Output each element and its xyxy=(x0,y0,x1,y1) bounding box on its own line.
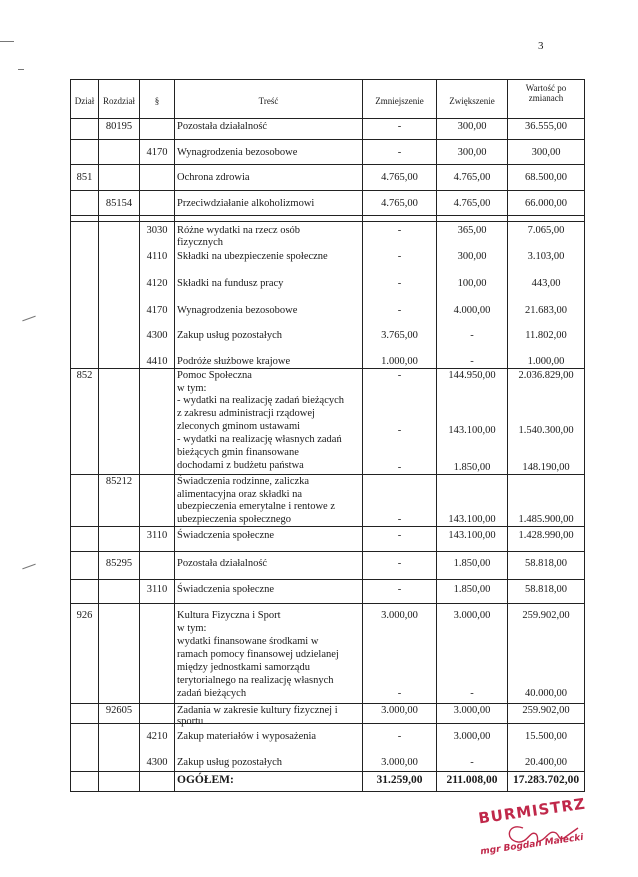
zmniejszenie-cell: - xyxy=(397,305,402,316)
margin-mark xyxy=(22,564,35,570)
zwiekszenie-cell: 4.765,00 xyxy=(453,172,491,183)
zmniejszenie-cell: 3.000,00 xyxy=(381,705,418,716)
zmniejszenie-cell: 1.000,00 xyxy=(381,356,418,367)
stamp-title: BURMISTRZ xyxy=(477,794,587,828)
tresc-cell: w tym: xyxy=(177,623,207,634)
total-label: OGÓŁEM: xyxy=(177,774,234,786)
wartosc-cell: 1.485.900,00 xyxy=(518,514,574,525)
zmniejszenie-cell: - xyxy=(397,514,402,525)
zmniejszenie-cell: 4.765,00 xyxy=(381,172,418,183)
paragraf-cell: 4210 xyxy=(146,731,168,742)
tresc-cell: bieżących gmin finansowane xyxy=(177,447,299,458)
zmniejszenie-cell: - xyxy=(397,225,402,236)
paragraf-cell: 4410 xyxy=(146,356,168,367)
wartosc-cell: 3.103,00 xyxy=(527,251,565,262)
tresc-cell: Zakup usług pozostałych xyxy=(177,330,282,341)
header-rozdzial: Rozdział xyxy=(103,96,135,106)
rozdzial-cell: 85212 xyxy=(105,476,133,487)
tresc-cell: ubezpieczenia społecznego xyxy=(177,514,291,525)
header-zwiekszenie: Zwiększenie xyxy=(449,96,495,106)
zmniejszenie-cell: 3.765,00 xyxy=(381,330,418,341)
zmniejszenie-cell: 3.000,00 xyxy=(381,757,418,768)
total-zmniejszenie: 31.259,00 xyxy=(376,774,423,786)
zwiekszenie-cell: 100,00 xyxy=(457,278,487,289)
header-dzial: Dział xyxy=(74,96,95,106)
zmniejszenie-cell: - xyxy=(397,278,402,289)
tresc-cell: alimentacyjna oraz składki na xyxy=(177,489,303,500)
budget-table xyxy=(70,79,585,792)
margin-mark xyxy=(18,69,24,70)
zwiekszenie-cell: 365,00 xyxy=(457,225,487,236)
header-paragraf: § xyxy=(154,96,160,106)
wartosc-cell: 11.802,00 xyxy=(525,330,567,341)
tresc-cell: między jednostkami samorządu xyxy=(177,662,310,673)
paragraf-cell: 3110 xyxy=(146,530,168,541)
page-number: 3 xyxy=(538,40,544,52)
tresc-cell: Zakup usług pozostałych xyxy=(177,757,282,768)
rozdzial-cell: 92605 xyxy=(105,705,133,716)
tresc-cell: Przeciwdziałanie alkoholizmowi xyxy=(177,198,315,209)
paragraf-cell: 4120 xyxy=(146,278,168,289)
zwiekszenie-cell: - xyxy=(470,688,474,699)
rozdzial-cell: 80195 xyxy=(105,121,133,132)
tresc-cell: ramach pomocy finansowej udzielanej xyxy=(177,649,339,660)
tresc-cell: Pomoc Społeczna xyxy=(177,370,252,381)
zwiekszenie-cell: 144.950,00 xyxy=(448,370,496,381)
paragraf-cell: 4170 xyxy=(146,147,168,158)
wartosc-cell: 1.428.990,00 xyxy=(518,530,574,541)
tresc-cell: Różne wydatki na rzecz osób xyxy=(177,225,301,236)
tresc-cell: Wynagrodzenia bezosobowe xyxy=(177,305,298,316)
tresc-cell: w tym: xyxy=(177,383,207,394)
zmniejszenie-cell: - xyxy=(397,731,402,742)
total-wartosc: 17.283.702,00 xyxy=(512,774,580,786)
dzial-cell: 926 xyxy=(76,610,93,621)
zwiekszenie-cell: 300,00 xyxy=(457,121,487,132)
tresc-cell: ubezpieczenia emerytalne i rentowe z xyxy=(177,501,335,512)
zmniejszenie-cell: - xyxy=(397,462,402,473)
tresc-cell: fizycznych xyxy=(177,237,224,248)
tresc-cell: z zakresu administracji rządowej xyxy=(177,408,315,419)
wartosc-cell: 36.555,00 xyxy=(525,121,567,132)
zwiekszenie-cell: 1.850,00 xyxy=(453,462,491,473)
zwiekszenie-cell: 4.000,00 xyxy=(453,305,491,316)
zwiekszenie-cell: - xyxy=(470,757,474,768)
zmniejszenie-cell: - xyxy=(397,688,402,699)
zwiekszenie-cell: 300,00 xyxy=(457,147,487,158)
wartosc-cell: 58.818,00 xyxy=(525,558,567,569)
wartosc-cell: 1.000,00 xyxy=(527,356,565,367)
tresc-cell: Składki na fundusz pracy xyxy=(177,278,284,289)
tresc-cell: wydatki finansowane środkami w xyxy=(177,636,319,647)
zwiekszenie-cell: - xyxy=(470,330,474,341)
zmniejszenie-cell: 4.765,00 xyxy=(381,198,418,209)
tresc-cell: - wydatki na realizację własnych zadań xyxy=(177,434,342,445)
tresc-cell: Świadczenia społeczne xyxy=(177,530,275,541)
wartosc-cell: 7.065,00 xyxy=(527,225,565,236)
zwiekszenie-cell: 3.000,00 xyxy=(453,731,491,742)
header-tresc: Treść xyxy=(258,96,279,106)
tresc-cell: Zakup materiałów i wyposażenia xyxy=(177,731,317,742)
tresc-cell: zadań bieżących xyxy=(177,688,247,699)
stamp-name: mgr Bogdan Małecki xyxy=(479,832,585,858)
paragraf-cell: 3030 xyxy=(146,225,168,236)
tresc-cell: Świadczenia rodzinne, zaliczka xyxy=(177,476,310,487)
wartosc-cell: 259.902,00 xyxy=(522,610,570,621)
zmniejszenie-cell: - xyxy=(397,251,402,262)
wartosc-cell: 58.818,00 xyxy=(525,584,567,595)
zmniejszenie-cell: 3.000,00 xyxy=(381,610,418,621)
paragraf-cell: 4170 xyxy=(146,305,168,316)
wartosc-cell: 1.540.300,00 xyxy=(518,425,574,436)
zwiekszenie-cell: 1.850,00 xyxy=(453,558,491,569)
paragraf-cell: 4110 xyxy=(146,251,168,262)
wartosc-cell: 15.500,00 xyxy=(525,731,567,742)
tresc-cell: Podróże służbowe krajowe xyxy=(177,356,291,367)
wartosc-cell: 259.902,00 xyxy=(522,705,570,716)
tresc-cell: terytorialnego na realizację własnych xyxy=(177,675,334,686)
tresc-cell: dochodami z budżetu państwa xyxy=(177,460,304,471)
rozdzial-cell: 85154 xyxy=(105,198,133,209)
tresc-cell: Świadczenia społeczne xyxy=(177,584,275,595)
zwiekszenie-cell: - xyxy=(470,356,474,367)
zmniejszenie-cell: - xyxy=(397,147,402,158)
zmniejszenie-cell: - xyxy=(397,370,402,381)
tresc-cell: Składki na ubezpieczenie społeczne xyxy=(177,251,328,262)
zwiekszenie-cell: 3.000,00 xyxy=(453,705,491,716)
zmniejszenie-cell: - xyxy=(397,425,402,436)
zmniejszenie-cell: - xyxy=(397,558,402,569)
wartosc-cell: 2.036.829,00 xyxy=(518,370,574,381)
zwiekszenie-cell: 300,00 xyxy=(457,251,487,262)
tresc-cell: Wynagrodzenia bezosobowe xyxy=(177,147,298,158)
margin-mark xyxy=(22,316,35,322)
tresc-cell: Pozostała działalność xyxy=(177,121,268,132)
wartosc-cell: 66.000,00 xyxy=(525,198,567,209)
zwiekszenie-cell: 1.850,00 xyxy=(453,584,491,595)
wartosc-cell: 300,00 xyxy=(531,147,561,158)
total-zwiekszenie: 211.008,00 xyxy=(446,774,498,786)
zwiekszenie-cell: 3.000,00 xyxy=(453,610,491,621)
zwiekszenie-cell: 143.100,00 xyxy=(448,514,496,525)
wartosc-cell: 443,00 xyxy=(531,278,561,289)
zmniejszenie-cell: - xyxy=(397,121,402,132)
wartosc-cell: 20.400,00 xyxy=(525,757,567,768)
tresc-cell: Kultura Fizyczna i Sport xyxy=(177,610,281,621)
zmniejszenie-cell: - xyxy=(397,584,402,595)
rozdzial-cell: 85295 xyxy=(105,558,133,569)
tresc-cell: sportu xyxy=(177,716,204,727)
zwiekszenie-cell: 4.765,00 xyxy=(453,198,491,209)
wartosc-cell: 21.683,00 xyxy=(525,305,567,316)
header-wartosc: Wartość po zmianach xyxy=(525,83,567,103)
mayor-stamp xyxy=(468,794,598,870)
paragraf-cell: 4300 xyxy=(146,757,168,768)
tresc-cell: Ochrona zdrowia xyxy=(177,172,250,183)
zwiekszenie-cell: 143.100,00 xyxy=(448,530,496,541)
wartosc-cell: 68.500,00 xyxy=(525,172,567,183)
header-zmniejszenie: Zmniejszenie xyxy=(375,96,424,106)
tresc-cell: Pozostała działalność xyxy=(177,558,268,569)
margin-mark xyxy=(0,41,14,42)
paragraf-cell: 3110 xyxy=(146,584,168,595)
tresc-cell: Zadania w zakresie kultury fizycznej i xyxy=(177,705,338,716)
tresc-cell: - wydatki na realizację zadań bieżących xyxy=(177,395,345,406)
dzial-cell: 851 xyxy=(76,172,93,183)
wartosc-cell: 40.000,00 xyxy=(525,688,567,699)
zmniejszenie-cell: - xyxy=(397,530,402,541)
zwiekszenie-cell: 143.100,00 xyxy=(448,425,496,436)
wartosc-cell: 148.190,00 xyxy=(522,462,570,473)
paragraf-cell: 4300 xyxy=(146,330,168,341)
tresc-cell: zleconych gminom ustawami xyxy=(177,421,301,432)
dzial-cell: 852 xyxy=(76,370,93,381)
